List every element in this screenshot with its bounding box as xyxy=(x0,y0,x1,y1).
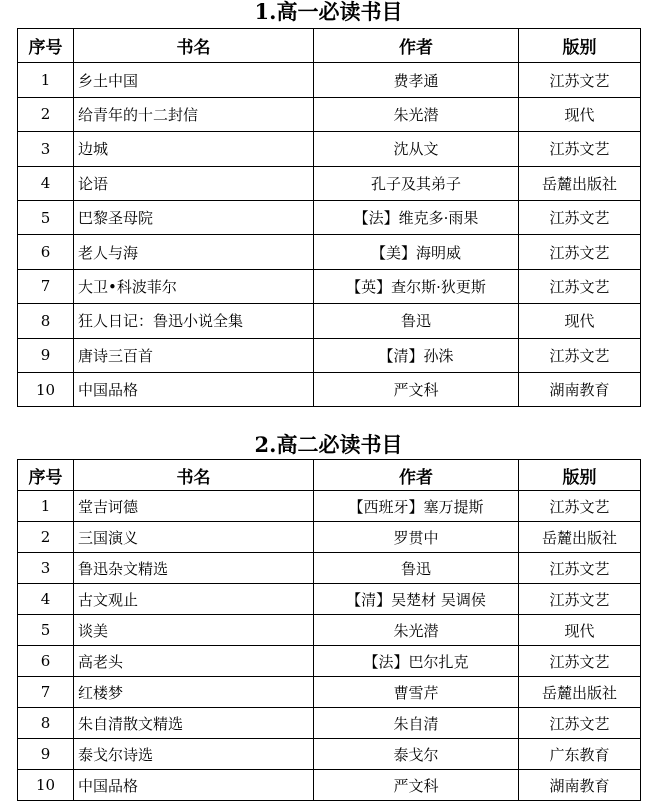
cell-book-title: 论语 xyxy=(74,166,314,200)
table-row xyxy=(18,269,641,303)
cell-author: 【美】海明威 xyxy=(314,235,519,269)
cell-index: 1 xyxy=(18,491,74,522)
cell-edition: 江苏文艺 xyxy=(519,646,641,677)
cell-author: 朱自清 xyxy=(314,708,519,739)
table-body xyxy=(18,491,641,801)
cell-edition: 江苏文艺 xyxy=(519,584,641,615)
cell-book-title: 乡土中国 xyxy=(74,63,314,97)
cell-edition: 湖南教育 xyxy=(519,372,641,406)
header-book-title: 书名 xyxy=(74,460,314,491)
cell-edition: 广东教育 xyxy=(519,739,641,770)
cell-edition: 江苏文艺 xyxy=(519,235,641,269)
cell-author: 【法】巴尔扎克 xyxy=(314,646,519,677)
cell-author: 曹雪芹 xyxy=(314,677,519,708)
cell-book-title: 红楼梦 xyxy=(74,677,314,708)
table-row xyxy=(18,739,641,770)
table-row xyxy=(18,708,641,739)
cell-index: 2 xyxy=(18,522,74,553)
table-header-row xyxy=(18,460,641,491)
section-title-grade-10: 1.高一必读书目 xyxy=(254,0,403,24)
cell-index: 6 xyxy=(18,235,74,269)
cell-edition: 江苏文艺 xyxy=(519,132,641,166)
header-edition: 版别 xyxy=(519,29,641,63)
cell-edition: 岳麓出版社 xyxy=(519,522,641,553)
cell-book-title: 泰戈尔诗选 xyxy=(74,739,314,770)
cell-index: 10 xyxy=(18,770,74,801)
table-row xyxy=(18,63,641,97)
cell-edition: 江苏文艺 xyxy=(519,200,641,234)
table-row xyxy=(18,338,641,372)
cell-book-title: 唐诗三百首 xyxy=(74,338,314,372)
table-row xyxy=(18,132,641,166)
cell-book-title: 谈美 xyxy=(74,615,314,646)
cell-index: 10 xyxy=(18,372,74,406)
cell-index: 9 xyxy=(18,338,74,372)
table-row xyxy=(18,522,641,553)
cell-author: 朱光潜 xyxy=(314,97,519,131)
cell-book-title: 堂吉诃德 xyxy=(74,491,314,522)
table-row xyxy=(18,235,641,269)
cell-index: 7 xyxy=(18,269,74,303)
cell-book-title: 中国品格 xyxy=(74,372,314,406)
cell-index: 3 xyxy=(18,132,74,166)
table-row xyxy=(18,677,641,708)
table-row xyxy=(18,372,641,406)
cell-edition: 江苏文艺 xyxy=(519,269,641,303)
header-book-title: 书名 xyxy=(74,29,314,63)
cell-author: 沈从文 xyxy=(314,132,519,166)
section-title-grade-11: 2.高二必读书目 xyxy=(254,432,403,457)
cell-edition: 现代 xyxy=(519,615,641,646)
cell-author: 【清】吴楚材 吴调侯 xyxy=(314,584,519,615)
cell-author: 孔子及其弟子 xyxy=(314,166,519,200)
book-list-table-grade-10 xyxy=(17,28,641,407)
cell-edition: 江苏文艺 xyxy=(519,338,641,372)
cell-edition: 湖南教育 xyxy=(519,770,641,801)
header-edition: 版别 xyxy=(519,460,641,491)
header-author: 作者 xyxy=(314,460,519,491)
cell-author: 严文科 xyxy=(314,770,519,801)
table-row xyxy=(18,304,641,338)
cell-edition: 岳麓出版社 xyxy=(519,166,641,200)
cell-index: 7 xyxy=(18,677,74,708)
cell-index: 5 xyxy=(18,615,74,646)
cell-index: 4 xyxy=(18,166,74,200)
cell-edition: 江苏文艺 xyxy=(519,63,641,97)
cell-book-title: 老人与海 xyxy=(74,235,314,269)
cell-edition: 江苏文艺 xyxy=(519,708,641,739)
cell-index: 2 xyxy=(18,97,74,131)
cell-book-title: 狂人日记：鲁迅小说全集 xyxy=(74,304,314,338)
cell-author: 【西班牙】塞万提斯 xyxy=(314,491,519,522)
header-index: 序号 xyxy=(18,29,74,63)
cell-book-title: 高老头 xyxy=(74,646,314,677)
table-row xyxy=(18,97,641,131)
table-row xyxy=(18,770,641,801)
cell-author: 【英】查尔斯·狄更斯 xyxy=(314,269,519,303)
cell-index: 4 xyxy=(18,584,74,615)
table-row xyxy=(18,584,641,615)
cell-book-title: 巴黎圣母院 xyxy=(74,200,314,234)
cell-author: 罗贯中 xyxy=(314,522,519,553)
cell-index: 3 xyxy=(18,553,74,584)
cell-author: 泰戈尔 xyxy=(314,739,519,770)
cell-book-title: 大卫•科波菲尔 xyxy=(74,269,314,303)
cell-author: 【法】维克多·雨果 xyxy=(314,200,519,234)
cell-book-title: 鲁迅杂文精选 xyxy=(74,553,314,584)
cell-author: 【清】孙洙 xyxy=(314,338,519,372)
table-row xyxy=(18,646,641,677)
table-row xyxy=(18,615,641,646)
cell-author: 鲁迅 xyxy=(314,553,519,584)
cell-author: 鲁迅 xyxy=(314,304,519,338)
header-index: 序号 xyxy=(18,460,74,491)
table-row xyxy=(18,491,641,522)
table-row xyxy=(18,553,641,584)
cell-index: 9 xyxy=(18,739,74,770)
cell-edition: 现代 xyxy=(519,304,641,338)
cell-index: 8 xyxy=(18,708,74,739)
cell-book-title: 三国演义 xyxy=(74,522,314,553)
cell-author: 费孝通 xyxy=(314,63,519,97)
book-list-table-grade-11 xyxy=(17,459,641,801)
cell-book-title: 给青年的十二封信 xyxy=(74,97,314,131)
cell-book-title: 朱自清散文精选 xyxy=(74,708,314,739)
table-row xyxy=(18,166,641,200)
cell-index: 6 xyxy=(18,646,74,677)
table-header-row xyxy=(18,29,641,63)
cell-edition: 岳麓出版社 xyxy=(519,677,641,708)
cell-index: 1 xyxy=(18,63,74,97)
cell-book-title: 古文观止 xyxy=(74,584,314,615)
cell-book-title: 中国品格 xyxy=(74,770,314,801)
cell-author: 朱光潜 xyxy=(314,615,519,646)
table-body xyxy=(18,63,641,407)
cell-index: 8 xyxy=(18,304,74,338)
cell-edition: 江苏文艺 xyxy=(519,491,641,522)
header-author: 作者 xyxy=(314,29,519,63)
cell-index: 5 xyxy=(18,200,74,234)
cell-book-title: 边城 xyxy=(74,132,314,166)
cell-author: 严文科 xyxy=(314,372,519,406)
cell-edition: 江苏文艺 xyxy=(519,553,641,584)
table-row xyxy=(18,200,641,234)
cell-edition: 现代 xyxy=(519,97,641,131)
